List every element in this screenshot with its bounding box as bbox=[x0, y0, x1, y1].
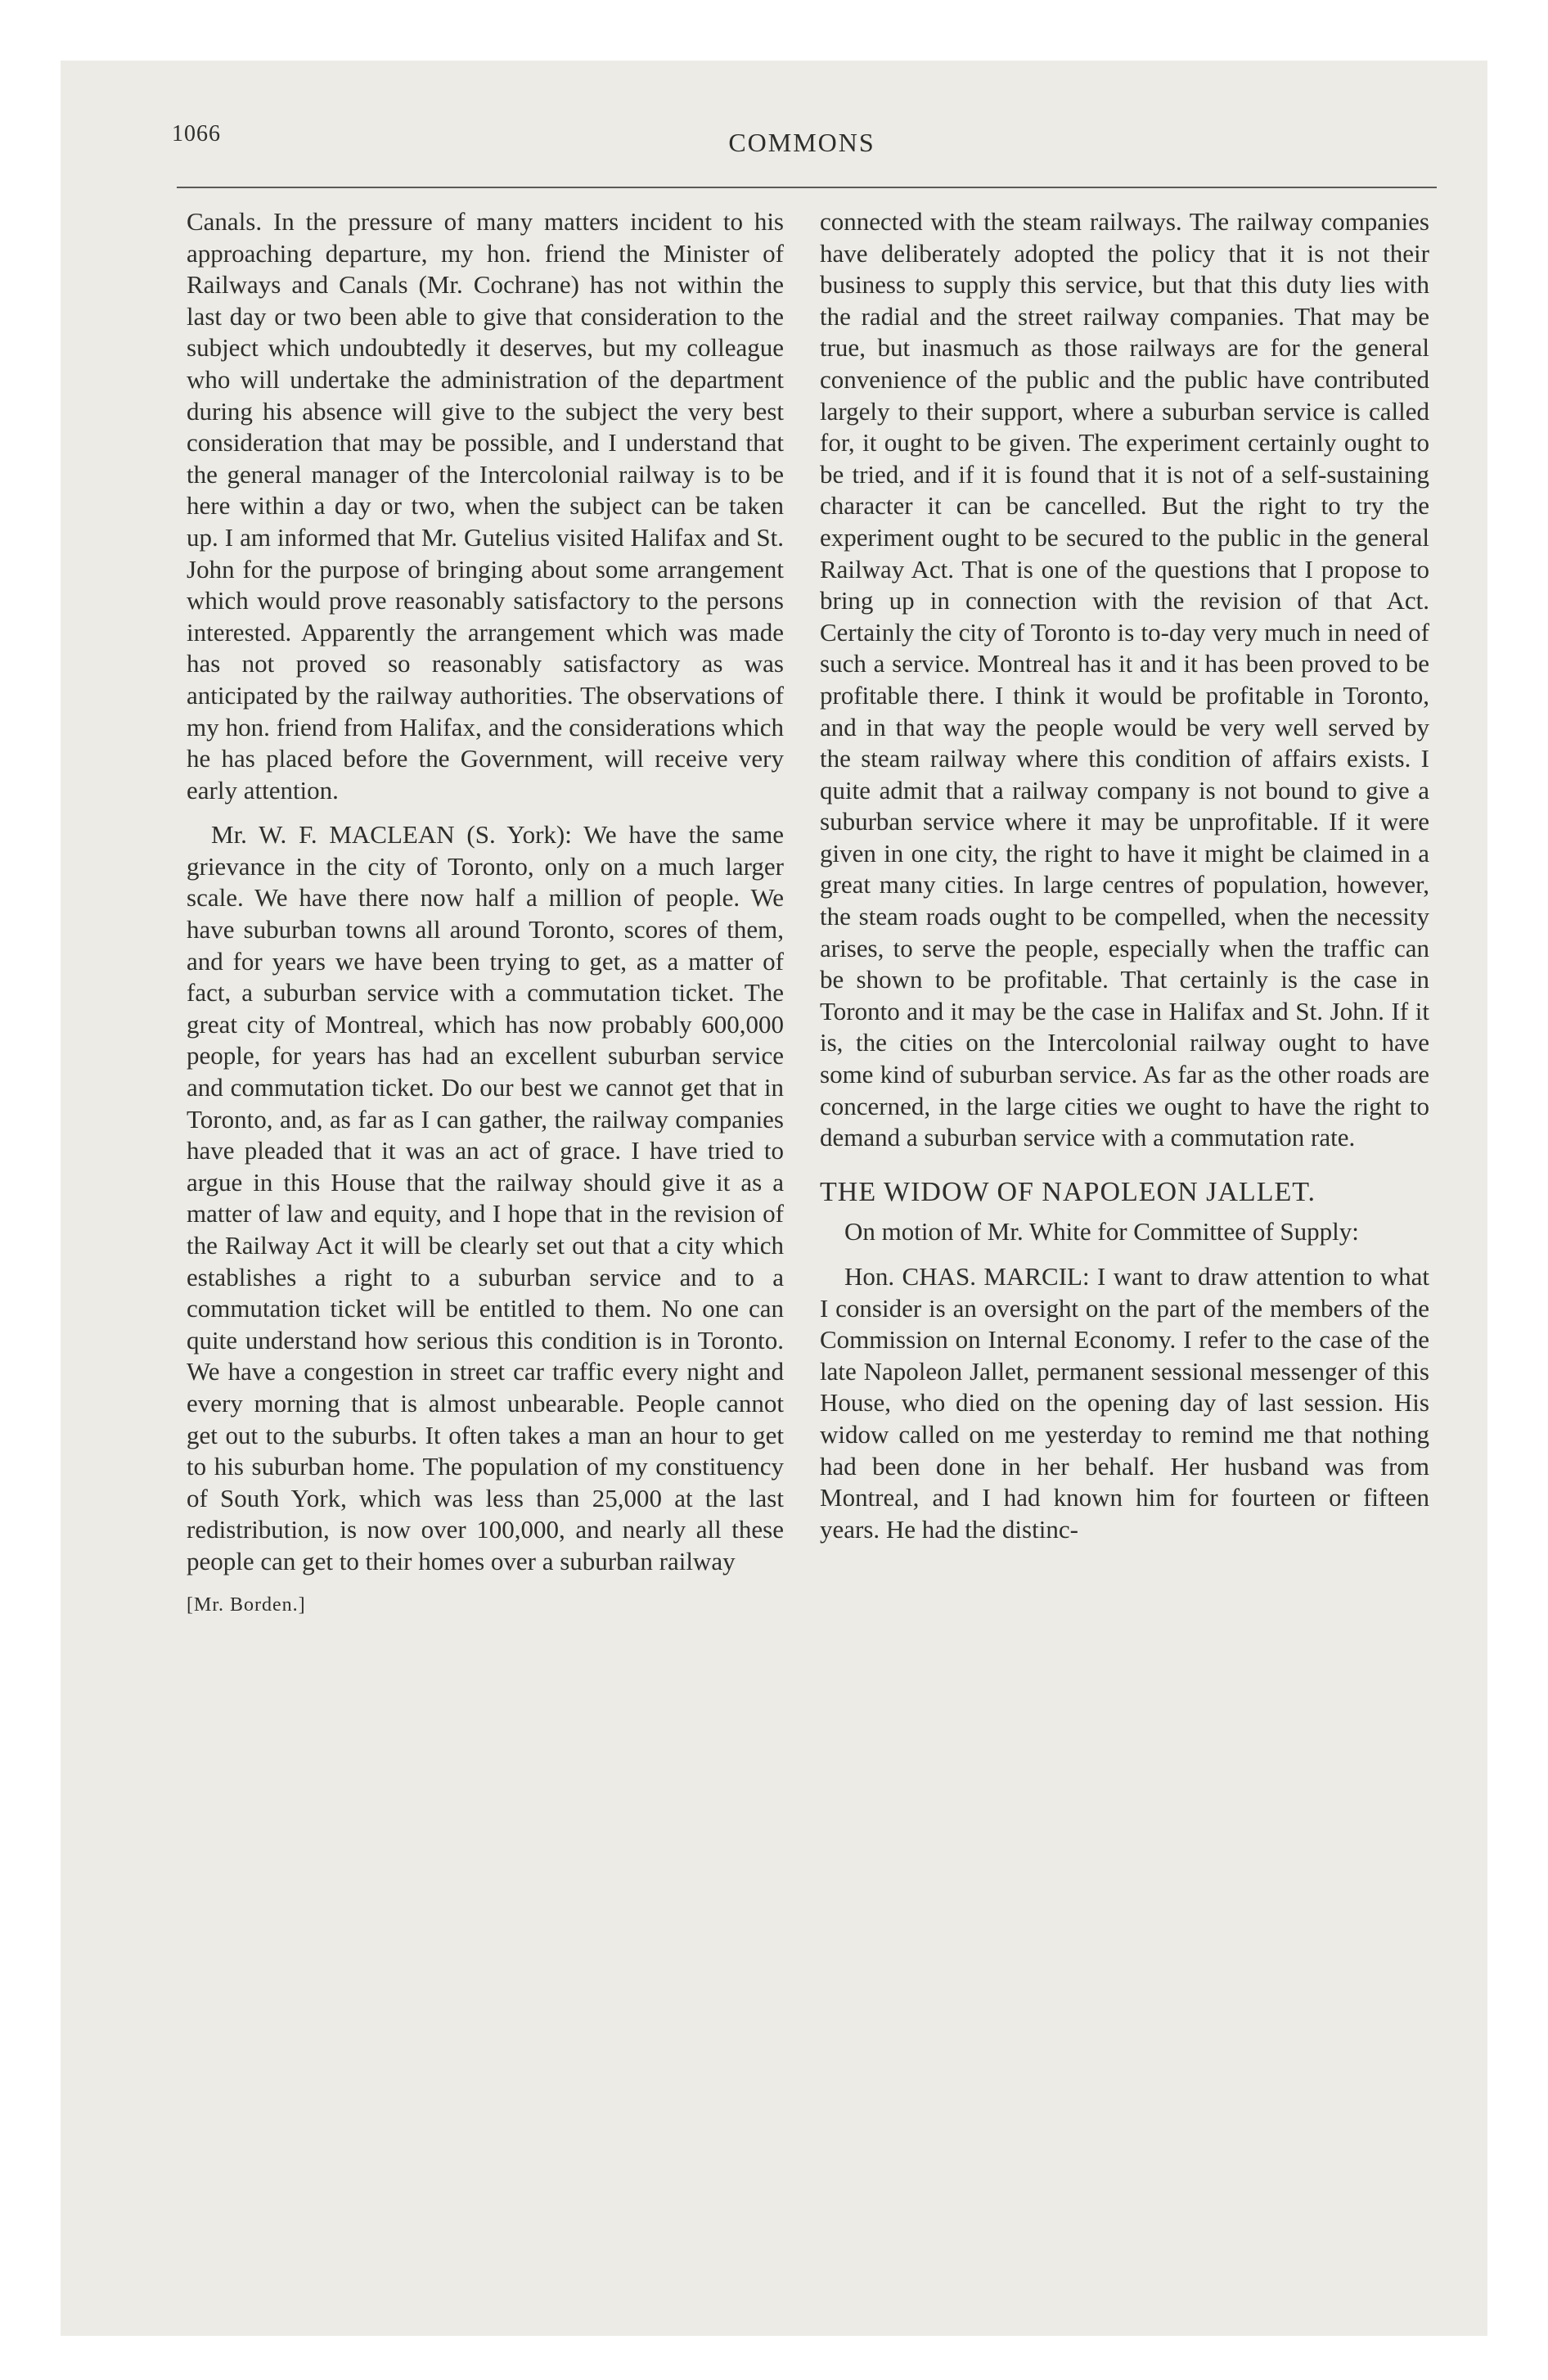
paragraph-maclean-continuation: connected with the steam railways. The railway companies have deliberately adopted the policy that it is not their business to supply this service, but that this duty lies with the radial and the street railway companies. That may be true, but inasmuch as those railways are for the general convenience of the public and the public have contributed largely to their support, where a suburban service is called for, it ought to be given. The experiment certainly ought to be tried, and if it is found that it is not of a self-sustaining character it can be cancelled. But the right to try the experiment ought to be secured to the public in the general Railway Act. That is one of the questions that I propose to bring up in connection with the revision of that Act. Certainly the city of Toronto is to-day very much in need of such a service. Montreal has it and it has been proved to be profitable there. I think it would be profitable in Toronto, and in that way the people would be very well served by the steam railway where this condition of affairs exists. I quite admit that a railway company is not bound to give a suburban service where it may be unprofitable. If it were given in one city, the right to have it might be claimed in a great many cities. In large centres of population, however, the steam roads ought to be compelled, when the necessity arises, to serve the people, especially when the traffic can be shown to be profitable. That certainly is the case in Toronto and it may be the case in Halifax and St. John. If it is, the cities on the Intercolonial railway ought to have some kind of suburban service. As far as the other roads are concerned, in the large cities we ought to have the right to demand a suburban service with a commutation rate. bbox=[820, 207, 1429, 1152]
right-column bbox=[820, 206, 1429, 1545]
paragraph-motion: On motion of Mr. White for Committee of Supply: bbox=[844, 1217, 1359, 1246]
speaker-footnote: [Mr. Borden.] bbox=[187, 1593, 306, 1616]
page-number: 1066 bbox=[172, 121, 221, 146]
paragraph-maclean-speech: Mr. W. F. MACLEAN (S. York): We have the same grievance in the city of Toronto, only on a much larger scale. We have there now half a million of people. We have suburban towns all around Toronto, scores of them, and for years we have been trying to get, as a matter of fact, a suburban service with a commutation ticket. The great city of Montreal, which has now probably 600,000 people, for years has had an excellent suburban service and commutation ticket. Do our best we cannot get that in Toronto, and, as far as I can gather, the railway companies have pleaded that it was an act of grace. I have tried to argue in this House that the railway should give it as a matter of law and equity, and I hope that in the revision of the Railway Act it will be clearly set out that a city which establishes a right to a suburban service and to a commutation ticket will be entitled to them. No one can quite understand how serious this condition is in Toronto. We have a congestion in street car traffic every night and every morning that is almost unbearable. People cannot get out to the suburbs. It often takes a man an hour to get to his suburban home. The population of my constituency of South York, which was less than 25,000 at the last redistribution, is now over 100,000, and nearly all these people can get to their homes over a suburban railway bbox=[187, 820, 784, 1575]
paragraph-borden-continuation: Canals. In the pressure of many matters incident to his approaching departure, my hon. friend the Minister of Railways and Canals (Mr. Cochrane) has not within the last day or two been able to give that consideration to the subject which undoubtedly it deserves, but my colleague who will undertake the administration of the department during his absence will give to the subject the very best consideration that may be possible, and I understand that the general manager of the Intercolonial railway is to be here within a day or two, when the subject can be taken up. I am informed that Mr. Gutelius visited Halifax and St. John for the purpose of bringing about some arrangement which would prove reasonably satisfactory to the persons interested. Apparently the arrangement which was made has not proved so reasonably satisfactory as was anticipated by the railway authorities. The observations of my hon. friend from Halifax, and the considerations which he has placed before the Government, will receive very early attention. bbox=[187, 207, 784, 805]
left-column bbox=[187, 206, 784, 1620]
document-page bbox=[164, 116, 1440, 2277]
header-rule bbox=[177, 187, 1437, 188]
section-heading: THE WIDOW OF NAPOLEON JALLET. bbox=[820, 1176, 1316, 1207]
page-header bbox=[164, 116, 1440, 174]
paragraph-marcil-speech: Hon. CHAS. MARCIL: I want to draw attention to what I consider is an oversight on the part of the members of the Commission on Internal Economy. I refer to the case of the late Napoleon Jallet, permanent sessional messenger of this House, who died on the opening day of last session. His widow called on me yesterday to remind me that nothing had been done in her behalf. Her husband was from Montreal, and I had known him for fourteen or fifteen years. He had the distinc- bbox=[820, 1262, 1429, 1544]
running-head: COMMONS bbox=[728, 128, 875, 157]
